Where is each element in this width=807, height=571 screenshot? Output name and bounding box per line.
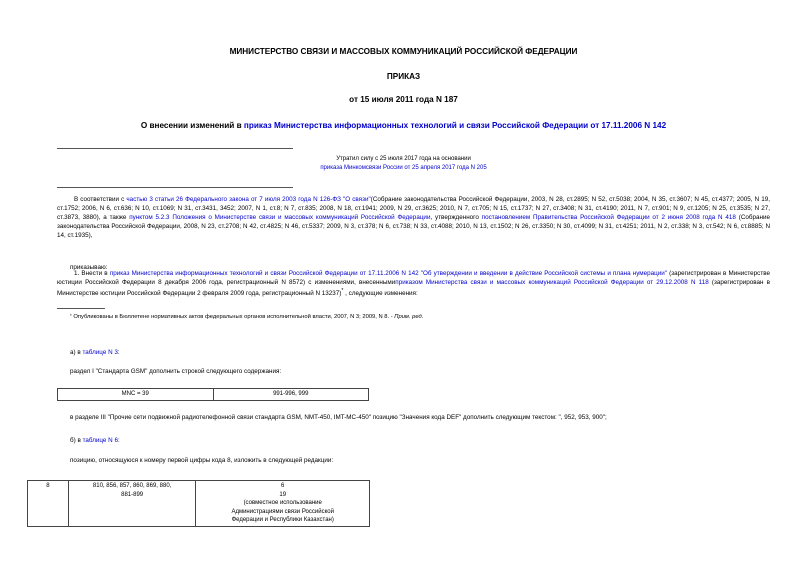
item-1-footnote-mark: * (341, 287, 344, 294)
subitem-a-link-table-3[interactable]: таблице N 3 (82, 349, 118, 356)
table-cell-codes (68, 481, 196, 527)
basis-link-regulation[interactable]: пунктом 5.2.3 Положения о Министерстве связи и массовых коммуникаций Российской Федерации (129, 213, 431, 221)
table-cell-codes: 991-996, 999 (213, 389, 369, 401)
table-code-8 (27, 480, 370, 527)
table-row (28, 481, 370, 527)
subitem-a-section-3-text: в разделе III "Прочие сети подвижной радиотелефонной связи стандарта GSM, NMT-450, IMT-MC-450" позицию "Значения кода DEF" дополнить следующим текстом: ", 952, 953, 900"; (70, 414, 607, 421)
basis-link-resolution[interactable]: постановлением Правительства Российской Федерации от 2 июня 2008 года N 418 (481, 213, 736, 221)
footnote-mark: * (70, 313, 72, 318)
basis-text-3: , утвержденного (430, 213, 482, 221)
basis-text-4: (Собрание законодательства Российской Федерации, 2008, N 23, ст.2708; N 42, ст.4825; N 46, ст.5337; 2009, N 3, ст.378; N 6, ст.738; N 33, ст.4088; 2010, N 13, ст.1502; N 26, ст.3350; N 30, ст.4099; N 31, ст.4251; 2011, N 2, ст.338; N 3, ст.542; N 6, ст.8885; N 14, ст.1935), (57, 213, 770, 239)
basis-text-1: В соответствии с (74, 196, 127, 203)
basis-link-law[interactable]: частью 3 статьи 26 Федерального закона от 7 июля 2003 года N 126-ФЗ "О связи" (126, 196, 371, 203)
footnote (70, 313, 423, 321)
codes-line-2: 881-899 (121, 491, 144, 498)
document-type-heading: ПРИКАЗ (386, 72, 421, 81)
ministry-heading: МИНИСТЕРСТВО СВЯЗИ И МАССОВЫХ КОММУНИКАЦИЙ РОССИЙСКОЙ ФЕДЕРАЦИИ (229, 47, 578, 56)
expiry-note (0, 155, 807, 173)
subitem-a-description: раздел I "Стандарта GSM" дополнить строкой следующего содержания: (70, 368, 282, 375)
item-1-text-3: (зарегистрирован в Министерстве юстиции Российской Федерации 2 февраля 2009 года, регистрационный N 13237) (57, 278, 770, 297)
separator-bottom (57, 187, 293, 188)
separator-top (57, 148, 293, 149)
basis-text-2: (Собрание законодательства Российской Федерации, 2003, N 28, ст.2895; N 52, ст.5038; 2004, N 35, ст.3607; N 45, ст.4377; 2005, N 19, ст.1752; 2006, N 6, ст.636; N 10, ст.1069; N 31, ст.3431, 3452; 2007, N 1, ст.8; N 7, ст.835; 2008, N 18, ст.1941; 2009, N 29, ст.3625; 2010, N 7, ст.705; N 15, ст.1737; N 27, ст.3408; N 31, ст.4190; 2011, N 7, ст.901; N 9, ст.1205; N 25, ст.3535; N 27, ст.3873, 3880), а также (57, 196, 771, 221)
table-gsm-row (57, 388, 369, 401)
subitem-a-suffix: : (117, 349, 120, 356)
expiry-link[interactable]: приказа Минкомсвязи России от 25 апреля 2017 года N 205 (320, 165, 487, 171)
table-cell-first-digit: 8 (28, 481, 69, 527)
footnote-editor-note: Прим. ред. (394, 314, 424, 320)
zone-line-5: Федерации и Республики Казахстан) (231, 517, 334, 524)
subitem-b-description: позицию, относящуюся к номеру первой цифры кода 8, изложить в следующей редакции: (70, 457, 334, 464)
item-1-link-order-118[interactable]: приказом Министерства связи и массовых коммуникаций Российской Федерации от 29.12.2008 N 118 (395, 278, 709, 286)
item-1-paragraph (57, 270, 770, 299)
subitem-b-suffix: : (117, 437, 120, 444)
zone-line-3: (совместное использование (243, 500, 322, 507)
date-number-heading: от 15 июля 2011 года N 187 (349, 95, 458, 104)
table-cell-zone (196, 481, 370, 527)
codes-line-1: 810, 856, 857, 860, 869, 880, (92, 483, 172, 489)
footnote-text: Опубликованы в Бюллетене нормативных актов федеральных органов исполнительной власти, 2007, N 3; 2009, N 8. - (71, 314, 395, 320)
subitem-a (70, 349, 120, 358)
basis-paragraph (57, 196, 770, 241)
subitem-a-prefix: а) в (70, 349, 83, 356)
title-link[interactable]: приказ Министерства информационных технологий и связи Российской Федерации от 17.11.2006 N 142 (243, 121, 667, 130)
table-cell-mnc: MNC = 39 (58, 389, 214, 401)
zone-line-2: 19 (279, 491, 287, 498)
item-1-link-order-142[interactable]: приказ Министерства информационных технологий и связи Российской Федерации от 17.11.2006 N 142 "Об утверждении и введении в действие Российской системы и плана нумерации" (109, 270, 668, 277)
expiry-text: Утратил силу с 25 июля 2017 года на основании (336, 156, 471, 162)
item-1-text-1: 1. Внести в (74, 270, 110, 277)
item-1-text-2: (зарегистрирован в Министерстве юстиции Российской Федерации 8 декабря 2006 года, регистрационный N 8572) с изменениями, внесенными (57, 270, 770, 286)
subitem-b-prefix: б) в (70, 437, 83, 444)
zone-line-4: Администрациями связи Российской (231, 508, 334, 515)
item-1-text-4: , следующие изменения: (343, 289, 418, 297)
order-word: приказываю: (70, 264, 108, 271)
subitem-b-link-table-6[interactable]: таблице N 6 (82, 437, 118, 444)
zone-line-1: 6 (281, 483, 285, 489)
footnote-separator (57, 308, 105, 309)
table-row (58, 389, 369, 401)
title-prefix: О внесении изменений в (140, 121, 244, 130)
document-title (0, 122, 807, 130)
subitem-b (70, 437, 120, 446)
